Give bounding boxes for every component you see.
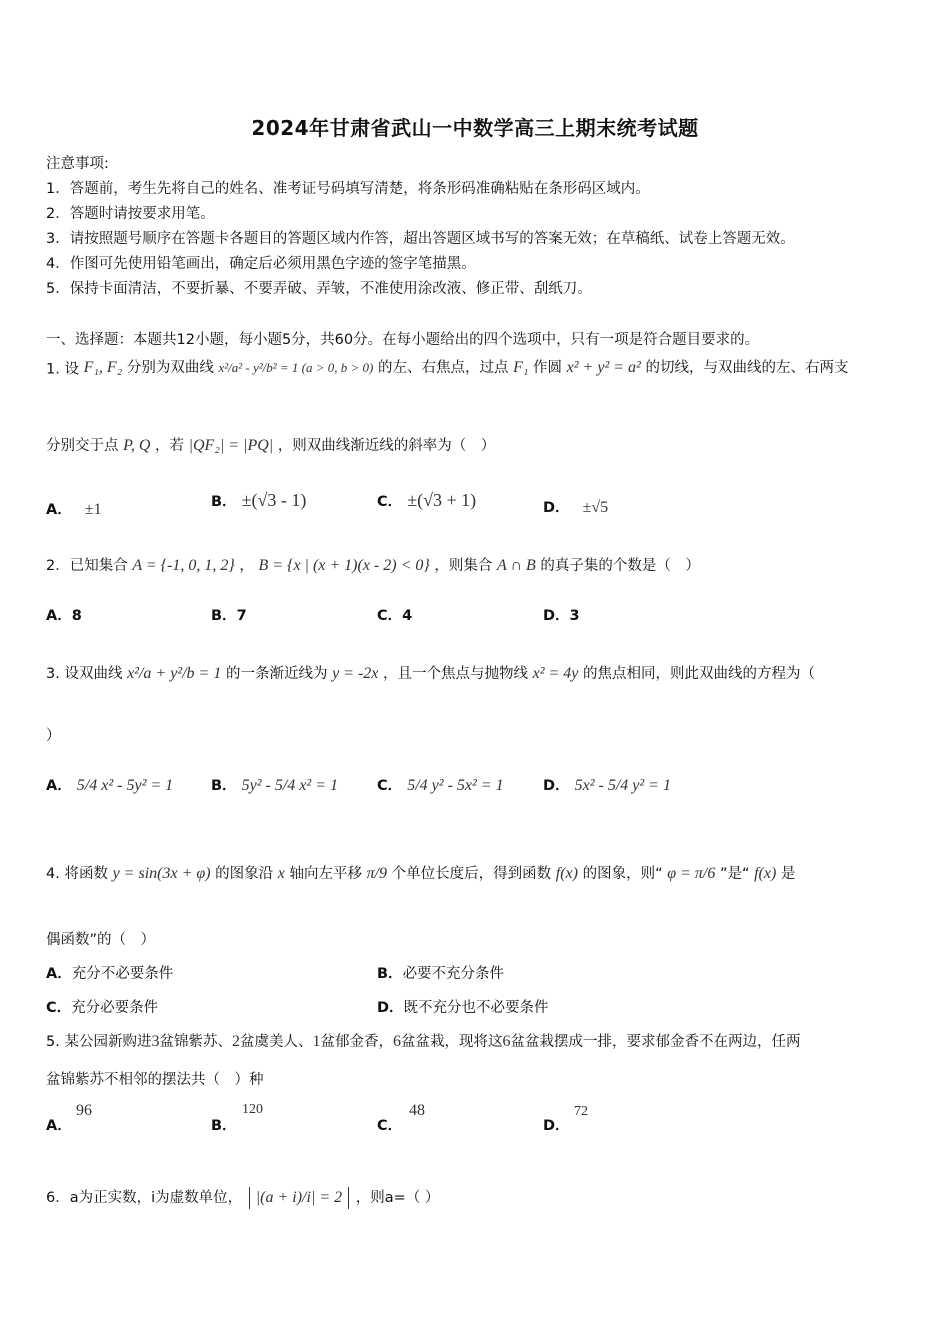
question-1-cont bbox=[46, 434, 495, 455]
q3-text: ，且一个焦点与抛物线 bbox=[383, 666, 528, 682]
q1-text: ，则双曲线渐近线的斜率为（ ） bbox=[277, 438, 496, 454]
q2-set-b: B = {x | (x + 1)(x - 2) < 0} bbox=[258, 557, 430, 574]
page-title: 2024年甘肃省武山一中数学高三上期末统考试题 bbox=[251, 116, 699, 140]
q2-text: ， bbox=[239, 558, 254, 574]
q1-text: 作圆 bbox=[533, 360, 563, 376]
option-text: 4 bbox=[402, 608, 413, 624]
q1-text: 分别交于点 bbox=[46, 438, 119, 454]
option-label: D． bbox=[543, 608, 570, 624]
q3-option-b[interactable] bbox=[211, 774, 338, 795]
option-label: B． bbox=[211, 608, 237, 624]
q3-asymptote: y = -2x bbox=[332, 665, 379, 682]
q1-text: 1. 设 bbox=[46, 361, 79, 378]
q3-option-c[interactable] bbox=[377, 774, 504, 795]
q2-option-c[interactable] bbox=[377, 604, 412, 625]
q4-text: 4. 将函数 bbox=[46, 866, 108, 882]
question-4 bbox=[46, 862, 795, 883]
q1-math: P, Q bbox=[123, 437, 151, 454]
notice-item: 3．请按照题号顺序在答题卡各题目的答题区域内作答，超出答题区域书写的答案无效；在草稿纸、试卷上答题无效。 bbox=[46, 231, 795, 247]
q6-text: ，则a=（ ） bbox=[355, 1190, 440, 1206]
option-label: A． bbox=[46, 966, 72, 982]
q5-math: 3 bbox=[151, 1033, 160, 1050]
option-math: ±√5 bbox=[582, 499, 609, 516]
q4-text: 个单位长度后，得到函数 bbox=[391, 866, 552, 882]
q1-text: 的左、右焦点，过点 bbox=[377, 360, 509, 376]
q2-set-a: A = {-1, 0, 1, 2} bbox=[132, 557, 235, 574]
option-math: 5/4 y² - 5x² = 1 bbox=[407, 777, 504, 794]
q5-option-b-value: 120 bbox=[242, 1102, 263, 1117]
q5-text: 盆锦紫苏、 bbox=[159, 1034, 232, 1050]
q4-text: 的图象，则“ bbox=[582, 866, 663, 882]
option-label: C． bbox=[377, 494, 403, 510]
q1-math: F₁, F₂ bbox=[83, 359, 123, 376]
q1-option-a[interactable] bbox=[46, 498, 102, 519]
option-label: D． bbox=[377, 1000, 404, 1016]
q5-math: 6 bbox=[392, 1033, 401, 1050]
q4-shift: π/9 bbox=[366, 865, 388, 882]
q4-option-c[interactable] bbox=[46, 996, 158, 1017]
option-text: 充分必要条件 bbox=[71, 1000, 159, 1016]
q5-text: 5. 某公园新购进 bbox=[46, 1034, 152, 1050]
option-label: C． bbox=[46, 1000, 72, 1016]
q4-math: f(x) bbox=[555, 865, 578, 882]
option-label: A． bbox=[46, 502, 72, 518]
q2-text: 的真子集的个数是（ ） bbox=[540, 558, 700, 574]
q1-hyperbola: x²/a² - y²/b² = 1 (a > 0, b > 0) bbox=[218, 360, 374, 375]
q5-text: 盆盆栽摆成一排，要求郁金香不在两边，任两 bbox=[510, 1034, 801, 1050]
q4-text: ”是“ bbox=[719, 866, 750, 882]
q4-text: 轴向左平移 bbox=[289, 866, 362, 882]
option-label: D． bbox=[543, 778, 570, 794]
q3-option-d[interactable] bbox=[543, 774, 671, 795]
q5-option-d[interactable] bbox=[543, 1114, 570, 1135]
q5-math: 1 bbox=[312, 1033, 321, 1050]
question-4-cont: 偶函数”的（ ） bbox=[46, 932, 156, 948]
q1-option-d[interactable] bbox=[543, 496, 608, 517]
q1-math: F₁ bbox=[513, 359, 529, 376]
q1-text: 的切线，与双曲线的左、右两支 bbox=[645, 360, 849, 376]
option-label: A． bbox=[46, 778, 72, 794]
question-3 bbox=[46, 662, 815, 683]
q2-math: A ∩ B bbox=[497, 557, 536, 574]
notice-item: 2．答题时请按要求用笔。 bbox=[46, 206, 215, 222]
option-label: B． bbox=[211, 1118, 237, 1134]
option-text: 7 bbox=[236, 608, 247, 624]
q4-phi: φ = π/6 bbox=[667, 865, 716, 882]
notice-item: 5．保持卡面清洁，不要折暴、不要弄破、弄皱，不准使用涂改液、修正带、刮纸刀。 bbox=[46, 281, 592, 297]
q5-option-a[interactable] bbox=[46, 1114, 72, 1135]
q2-text: ，则集合 bbox=[434, 558, 493, 574]
option-math: ±1 bbox=[84, 501, 102, 518]
q5-text: 盆盆栽，现将这 bbox=[400, 1034, 503, 1050]
option-label: B． bbox=[377, 966, 403, 982]
option-text: 必要不充分条件 bbox=[402, 966, 505, 982]
q3-text: 的一条渐近线为 bbox=[225, 666, 328, 682]
question-3-cont: ） bbox=[46, 728, 61, 744]
q2-text: 2．已知集合 bbox=[46, 558, 128, 574]
option-math: 5y² - 5/4 x² = 1 bbox=[241, 777, 338, 794]
q5-math: 6 bbox=[502, 1033, 511, 1050]
notice-item: 4．作图可先使用铅笔画出，确定后必须用黑色字迹的签字笔描黑。 bbox=[46, 256, 476, 272]
q1-text: ，若 bbox=[154, 438, 184, 454]
q3-parabola: x² = 4y bbox=[532, 665, 579, 682]
q4-option-d[interactable] bbox=[377, 996, 549, 1017]
option-label: C． bbox=[377, 778, 403, 794]
notice-heading: 注意事项: bbox=[46, 156, 109, 172]
q3-text: 3. 设双曲线 bbox=[46, 666, 123, 682]
q1-text: 分别为双曲线 bbox=[126, 360, 214, 376]
q2-option-a[interactable] bbox=[46, 604, 82, 625]
option-label: D． bbox=[543, 500, 570, 516]
q4-function: y = sin(3x + φ) bbox=[112, 865, 211, 882]
q4-math: f(x) bbox=[754, 865, 777, 882]
option-text: 3 bbox=[569, 608, 580, 624]
question-2 bbox=[46, 554, 700, 575]
option-math: 5x² - 5/4 y² = 1 bbox=[574, 777, 671, 794]
section-heading: 一、选择题：本题共12小题，每小题5分，共60分。在每小题给出的四个选项中，只有一项是符合题目要求的。 bbox=[46, 332, 760, 348]
option-math: ±(√3 - 1) bbox=[241, 490, 307, 510]
q4-math: x bbox=[277, 865, 285, 882]
q4-text: 的图象沿 bbox=[215, 866, 274, 882]
q6-text: 6．a为正实数，i为虚数单位， bbox=[46, 1190, 243, 1206]
option-math: ±(√3 + 1) bbox=[407, 490, 477, 510]
option-label: B． bbox=[211, 778, 237, 794]
q5-math: 2 bbox=[231, 1033, 240, 1050]
q5-option-c-value: 48 bbox=[409, 1102, 425, 1119]
option-text: 8 bbox=[71, 608, 82, 624]
q1-option-b[interactable] bbox=[211, 490, 306, 511]
option-label: B． bbox=[211, 494, 237, 510]
notice-item: 1．答题前，考生先将自己的姓名、准考证号码填写清楚，将条形码准确粘贴在条形码区域内。 bbox=[46, 181, 650, 197]
q4-text: 是 bbox=[780, 866, 796, 882]
option-text: 充分不必要条件 bbox=[71, 966, 174, 982]
option-label: D． bbox=[543, 1118, 570, 1134]
q5-option-d-value: 72 bbox=[574, 1104, 588, 1119]
question-1 bbox=[46, 356, 916, 379]
q3-option-a[interactable] bbox=[46, 774, 173, 795]
option-text: 既不充分也不必要条件 bbox=[403, 1000, 549, 1016]
q2-option-d[interactable] bbox=[543, 604, 580, 625]
q6-equation: |(a + i)/i| = 2 bbox=[249, 1187, 349, 1209]
q5-option-c[interactable] bbox=[377, 1114, 402, 1135]
q5-text: 盆郁金香， bbox=[320, 1034, 393, 1050]
q4-option-a[interactable] bbox=[46, 962, 173, 983]
option-math: 5/4 x² - 5y² = 1 bbox=[76, 777, 174, 794]
question-6 bbox=[46, 1186, 439, 1209]
q5-option-b[interactable] bbox=[211, 1114, 237, 1135]
q1-option-c[interactable] bbox=[377, 490, 476, 511]
q5-option-a-value: 96 bbox=[76, 1102, 92, 1119]
q4-option-b[interactable] bbox=[377, 962, 504, 983]
option-label: A． bbox=[46, 608, 72, 624]
q2-option-b[interactable] bbox=[211, 604, 247, 625]
question-5 bbox=[46, 1030, 800, 1051]
q5-text: 盆虞美人、 bbox=[239, 1034, 313, 1050]
option-label: C． bbox=[377, 1118, 403, 1134]
q3-text: 的焦点相同，则此双曲线的方程为（ bbox=[583, 666, 816, 682]
q1-circle: x² + y² = a² bbox=[566, 359, 641, 376]
option-label: C． bbox=[377, 608, 403, 624]
q3-hyperbola: x²/a + y²/b = 1 bbox=[127, 665, 222, 682]
q1-math: |QF₂| = |PQ| bbox=[188, 437, 274, 454]
option-label: A． bbox=[46, 1118, 72, 1134]
question-5-cont: 盆锦紫苏不相邻的摆法共（ ）种 bbox=[46, 1072, 264, 1088]
